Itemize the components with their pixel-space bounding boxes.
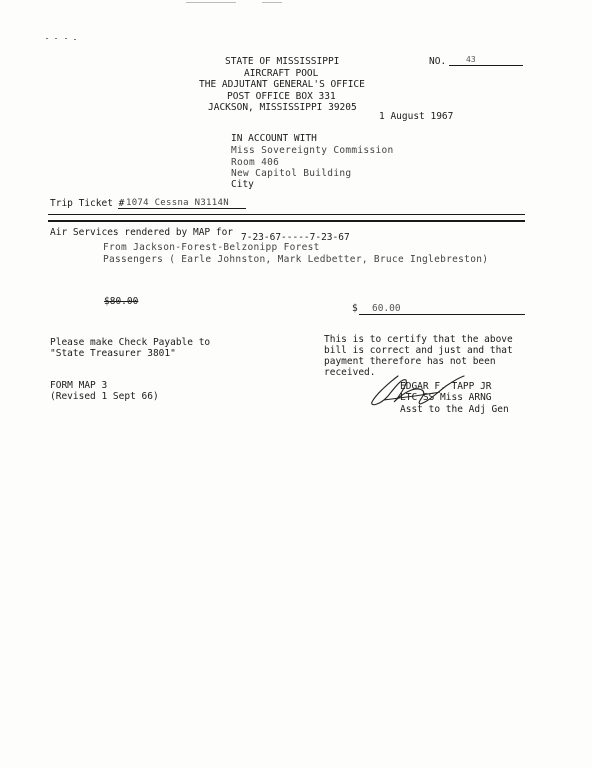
scan-speck [74,39,76,40]
header-po-box: POST OFFICE BOX 331 [227,91,336,102]
bill-date: 1 August 1967 [379,111,454,122]
scan-speck [46,38,48,39]
account-heading: IN ACCOUNT WITH [231,133,317,144]
signer-title: Asst to the Adj Gen [400,404,509,415]
signer-rank: LTC SS Miss ARNG [400,392,492,403]
amount-total: 60.00 [372,303,401,314]
payable-line-2: "State Treasurer 3801" [50,348,176,359]
payable-line-1: Please make Check Payable to [50,337,211,348]
number-label: NO. [429,56,447,67]
scan-speck [186,2,236,3]
amount-total-underline [359,314,525,315]
divider-rule-bottom [48,220,525,222]
services-route: From Jackson-Forest-Belzonipp Forest [103,242,320,253]
number-value: 43 [466,55,476,64]
account-line-1: Miss Sovereignty Commission [231,145,394,156]
amount-total-sign: $ [352,303,358,314]
header-aircraft-pool: AIRCRAFT POOL [244,68,319,79]
certify-line-2: bill is correct and just and that [324,345,513,356]
divider-rule-top [48,214,525,215]
header-adjutant-office: THE ADJUTANT GENERAL'S OFFICE [199,79,365,90]
form-revision: (Revised 1 Sept 66) [50,391,159,402]
form-number: FORM MAP 3 [50,380,108,391]
account-line-2: Room 406 [231,157,280,168]
certify-line-1: This is to certify that the above [324,334,513,345]
scan-speck [65,38,67,39]
handwritten-signature [368,372,468,410]
account-line-3: New Capitol Building [231,168,352,179]
services-label: Air Services rendered by MAP for [50,227,234,238]
services-dates: 7-23-67-----7-23-67 [241,232,350,243]
number-underline [449,65,523,66]
scan-speck [55,38,57,39]
trip-ticket-label: Trip Ticket # [50,198,125,209]
signer-name: EDGAR F. TAPP JR [400,381,492,392]
trip-ticket-underline [118,208,246,209]
certify-line-4: received. [324,367,376,378]
certify-line-3: payment therefore has not been [324,356,496,367]
trip-ticket-value: 1074 Cessna N3114N [126,198,229,208]
scan-speck [262,2,282,3]
account-line-4: City [231,179,254,190]
header-state: STATE OF MISSISSIPPI [225,56,340,67]
services-passengers: Passengers ( Earle Johnston, Mark Ledbetter, Bruce Inglebreston) [103,254,489,265]
amount-listed: $80.00 [104,296,139,307]
header-city-zip: JACKSON, MISSISSIPPI 39205 [208,102,357,113]
